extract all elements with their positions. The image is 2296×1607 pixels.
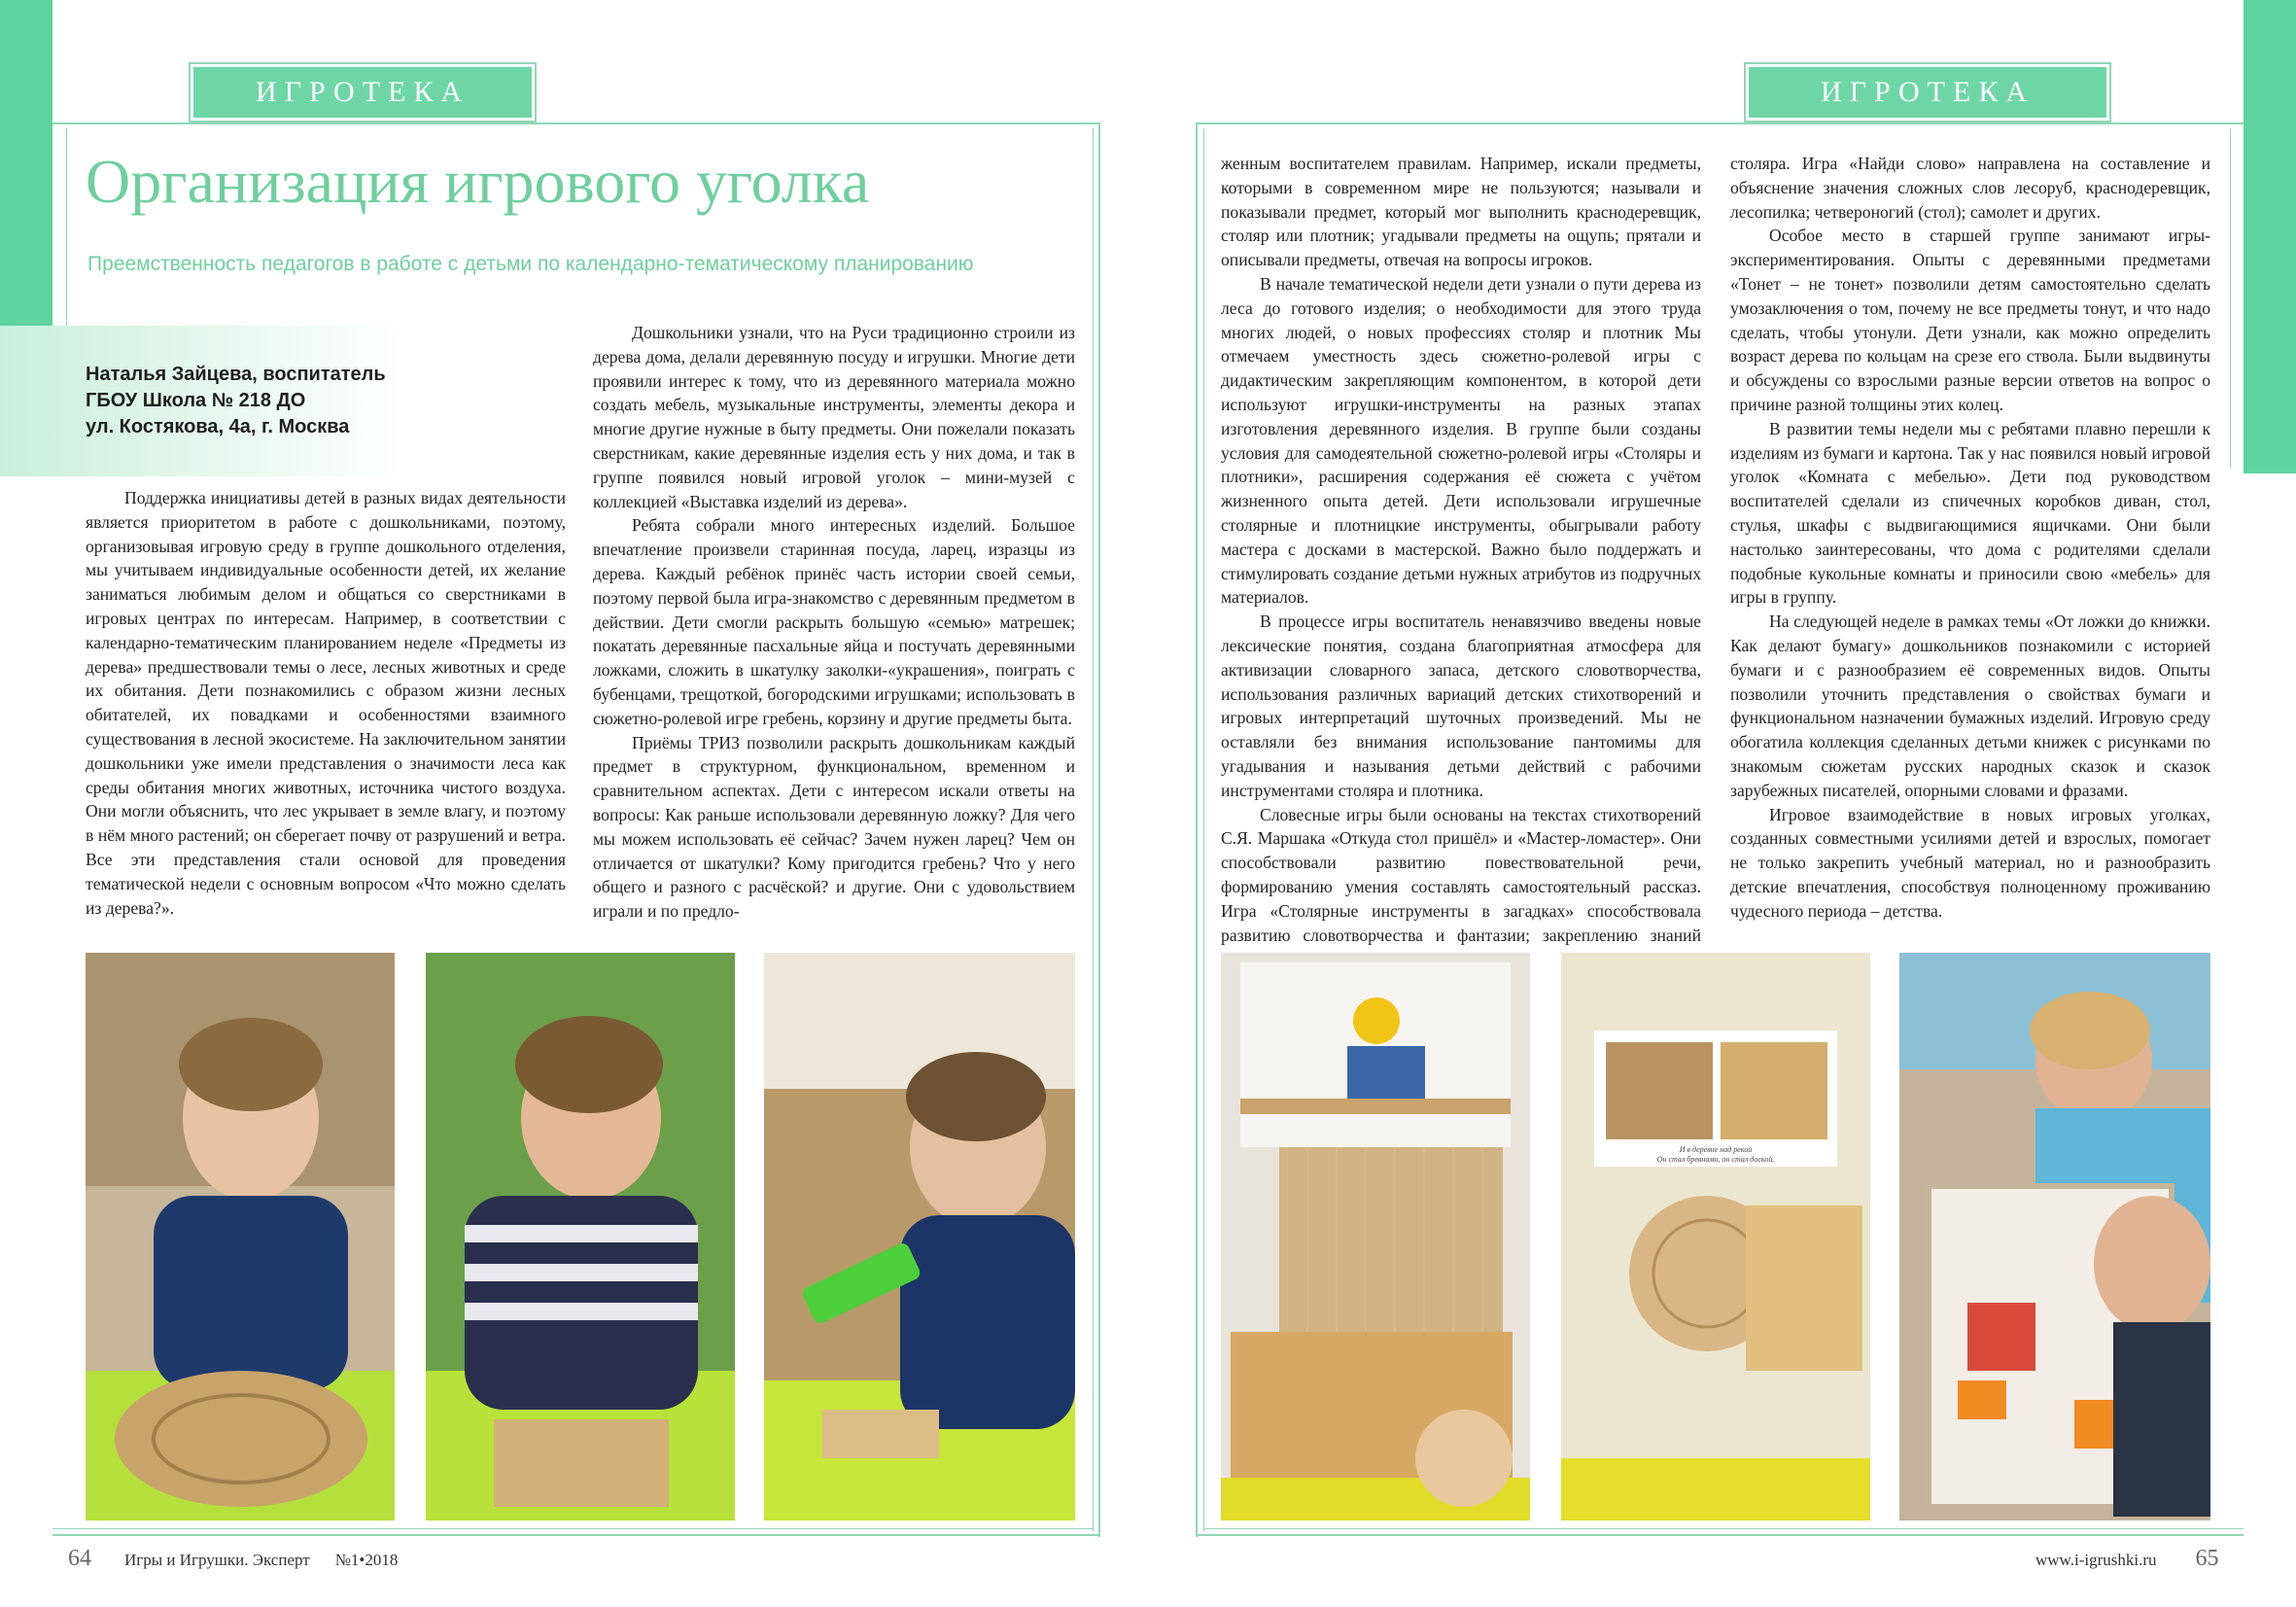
author-address: ул. Костякова, 4а, г. Москва xyxy=(86,416,350,437)
paragraph: На следующей неделе в рамках темы «От ложки до книжки. Как делают бумагу» дошкольников познакомили с историей бумаги и с разнообразием её современных видов. Опыты позволили уточнить представления о свойствах бумаги и функциональном назначении бумажных изделий. Игровую среду обогатила коллекция сделанных детьми книжек с рисунками по знакомым сюжетам русских народных сказок и сказок зарубежных писателей, опорными словами и фразами. xyxy=(1730,611,2210,800)
paragraph: Особое место в старшей группе занимают игры-экспериментирования. Опыты с деревянными предметами «Тонет – не тонет» позволили детям самостоятельно сделать умозаключения о том, почему не все предметы тонут, и что надо сделать, чтобы утонули. Дети узнали, как можно определить возраст дерева по кольцам на срезе его ствола. Были выдвинуты и обсуждены со взрослыми разные версии ответов на вопрос о причине разной толщины этих колец. xyxy=(1730,226,2210,414)
paragraph: Словесные игры были основаны на текстах стихотворений С.Я. Маршака «Откуда стол пришёл» и «Мастер-ломастер». Они способствовали развитию повествовательной речи, формированию умения составлять самостоятельный рассказ. Игра «Столярные инструменты в загадках» способствовала развитию словотворчества и фантазии; закреплению знаний xyxy=(1221,804,1701,945)
right-frame-top xyxy=(1196,122,2244,124)
text-column-1 xyxy=(86,486,566,943)
left-frame-bottom xyxy=(52,1534,1100,1536)
photo-boy-wooden-toy xyxy=(426,953,735,1520)
paragraph: Дошкольники узнали, что на Руси традиционно строили из дерева дома, делали деревянную посуду и игрушки. Многие дети проявили интерес к тому, что из деревянного материала можно создать мебель, музыкальные инструменты, элементы декора и многие другие нужные в быту предметы. Они пожелали показать сверстникам, какие деревянные изделия есть у них дома, и так в группе появился новый игровой уголок – мини-музей с коллекцией «Выставка изделий из дерева». xyxy=(593,323,1075,511)
left-frame-bottom-inner xyxy=(52,1528,1093,1529)
author-name: Наталья Зайцева, воспитатель xyxy=(86,364,386,385)
caption-line-2: Он стал бревнами, он стал доской. xyxy=(1656,1155,1775,1164)
article-subtitle: Преемственность педагогов в работе с детьми по календарно-тематическому планированию xyxy=(87,253,974,275)
photo-wood-display xyxy=(1561,953,1870,1520)
author-block xyxy=(86,362,386,440)
paragraph: В процессе игры воспитатель ненавязчиво введены новые лексические понятия, создана благоприятная атмосфера для активизации словарного запаса, детского словотворчества, использования различных вариаций детских стихотворений и игровых интерпретаций шуточных произведений. Мы не оставляли без внимания использование пантомимы для угадывания и называния детьми действий с рабочими инструментами столяра и плотника. xyxy=(1221,611,1701,800)
photo-carpenter-poster xyxy=(1221,953,1530,1520)
text-column-3 xyxy=(1221,152,1701,943)
journal-issue: №1•2018 xyxy=(334,1551,399,1569)
right-frame-right xyxy=(2230,128,2231,469)
text-column-4 xyxy=(1730,152,2210,943)
caption-line-1: И в деревне над рекой xyxy=(1679,1145,1753,1154)
journal-name: Игры и Игрушки. Эксперт xyxy=(124,1551,310,1569)
photo-boy-toy-saw xyxy=(764,953,1075,1520)
paragraph: В развитии темы недели мы с ребятами плавно перешли к изделиям из бумаги и картона. Так у нас появился новый игровой уголок «Комната с мебелью». Дети под руководством воспитателей сделали из спичечных коробков диван, стол, стулья, шкафы с выдвигающимися ящичками. Они были настолько заинтересованы, что дома с родителями сделали подобные кукольные комнаты и приносили свою «мебель» для игры в группу. xyxy=(1730,418,2210,608)
right-frame-bottom xyxy=(1196,1534,2244,1536)
footer-right xyxy=(2035,1546,2219,1572)
paragraph: Приёмы ТРИЗ позволили раскрыть дошкольникам каждый предмет в структурном, функциональном, временном и сравнительном аспектах. Дети с интересом искали ответы на вопросы: Как раньше использовали деревянную ложку? Для чего мы можем использовать её сейчас? Зачем нужен ларец? Чем он отличается от шкатулки? Кому пригодится гребень? Что у него общего и разного с расчёской? и другие. Они с удовольствием играли и по предло- xyxy=(593,732,1075,922)
paragraph: столяра. Игра «Найди слово» направлена на составление и объяснение значения сложных слов лесоруб, краснодеревщик, лесопилка; четвероногий (стол); самолет и других. xyxy=(1730,154,2210,222)
paragraph: Игровое взаимодействие в новых игровых уголках, созданных совместными усилиями детей и взрослых, помогает не только закрепить учебный материал, но и разнообразить детские впечатления, способствуя полноценному проживанию чудесного периода – детства. xyxy=(1730,804,2210,921)
left-frame-right-inner xyxy=(1093,128,1094,1531)
article-title: Организация игрового уголка xyxy=(86,147,870,216)
left-frame-right xyxy=(1098,122,1100,1537)
site-link[interactable]: www.i-igrushki.ru xyxy=(2035,1551,2157,1569)
page-number-left: 64 xyxy=(68,1546,91,1571)
footer-left xyxy=(68,1546,398,1572)
paragraph: В начале тематической недели дети узнали о пути дерева из леса до готового изделия; о необходимости для этого труда многих людей, о новых профессиях столяр и плотник Мы отмечаем уместность здесь сюжетно-ролевой игры с дидактическим закрепляющим компонентом, в которой дети используют игрушки-инструменты на разных этапах изготовления деревянного изделия. В группе были созданы условия для самодеятельной сюжетно-ролевой игры «Столяры и плотники», расширения содержания её сюжета с учётом жизненного опыта детей. Дети использовали игрушечные столярные и плотницкие инструменты, обыгрывали работу мастера с досками в мастерской. Важно было поддержать и стимулировать создание детьми нужных атрибутов из подручных материалов. xyxy=(1221,273,1701,608)
photo-boy-wood-slice xyxy=(86,953,395,1520)
right-edge-bar xyxy=(2244,0,2296,473)
right-frame-bottom-inner xyxy=(1203,1528,2244,1529)
paragraph: Поддержка инициативы детей в разных видах деятельности является приоритетом в работе с дошкольниками, поэтому, организовывая игровую среду в группе дошкольного отделения, мы учитываем индивидуальные особенности детей, их желание заниматься любимым делом и общаться со сверстниками в игровых центрах по интересам. Например, в соответствии с календарно-тематическим планированием неделе «Предметы из дерева» предшествовали темы о лесе, лесных животных и среде их обитания. Дети познакомились с образом жизни лесных обитателей, их повадками и особенностями взаимного существования в лесной экосистеме. На заключительном занятии дошкольники уже имели представления о значимости леса как среды обитания многих животных, источника чистого воздуха. Они могли объяснить, что лес укрывает в земле влагу, и поэтому в нём много растений; он сберегает почву от разрушений и ветра. Все эти представления стали основой для проведения тематической недели с основным вопросом «Что можно сделать из дерева?». xyxy=(86,488,566,918)
text-column-2 xyxy=(593,321,1075,943)
right-frame-left-inner xyxy=(1203,128,1204,1531)
page-number-right: 65 xyxy=(2195,1546,2219,1571)
photo-children-dollhouse xyxy=(1899,953,2210,1520)
author-school: ГБОУ Школа № 218 ДО xyxy=(86,390,306,411)
left-frame-top xyxy=(52,122,1100,124)
section-label-right: ИГРОТЕКА xyxy=(1746,64,2109,121)
paragraph: женным воспитателем правилам. Например, искали предметы, которыми в современном мире не пользуются; называли и показывали предмет, который мог выполнить краснодеревщик, столяр или плотник; угадывали предметы на ощупь; прятали и описывали предметы, отвечая на вопросы игроков. xyxy=(1221,154,1701,270)
right-frame-left xyxy=(1196,122,1198,1537)
section-label-left: ИГРОТЕКА xyxy=(191,64,535,121)
paragraph: Ребята собрали много интересных изделий. Большое впечатление произвели старинная посуда, ларец, изразцы из дерева. Каждый ребёнок принёс часть истории своей семьи, поэтому первой была игра-знакомство с деревянным предметом в действии. Дети смогли раскрыть большую «семью» матрешек; покатать деревянные пасхальные яйца и постучать деревянными ложками, сложить в шкатулку заколки-«украшения», поиграть с бубенцами, трещоткой, богородскими игрушками; использовать в сюжетно-ролевой игре гребень, корзину и другие предметы быта. xyxy=(593,515,1075,728)
left-frame-left xyxy=(66,128,67,332)
